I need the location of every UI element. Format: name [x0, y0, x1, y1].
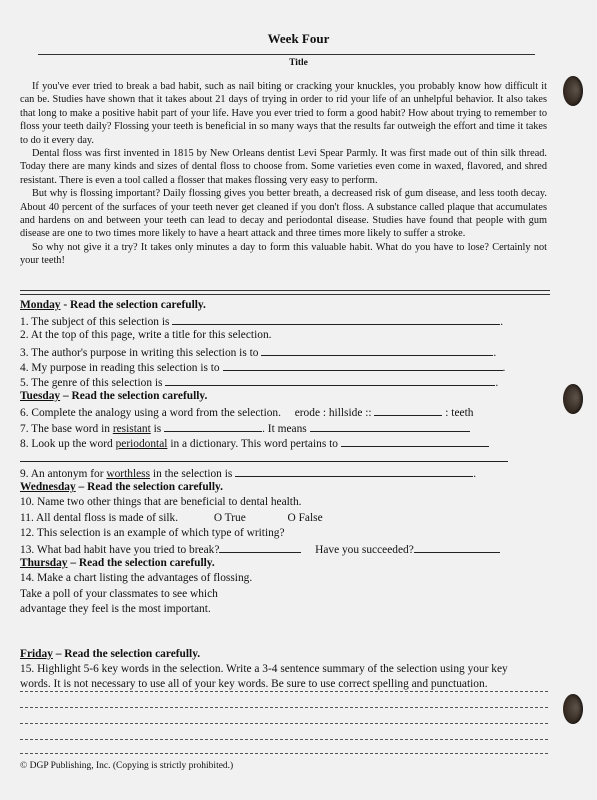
vocab-word: worthless — [106, 468, 151, 481]
friday-instruction: – Read the selection carefully. — [52, 647, 201, 660]
friday-heading — [20, 647, 550, 662]
question-15-line — [20, 662, 550, 677]
summary-line[interactable] — [20, 707, 548, 708]
question-8 — [20, 435, 550, 450]
question-7-text: 7. The base word in — [20, 422, 110, 435]
question-14-text: 14. Make a chart listing the advantages of flossing. — [20, 572, 253, 585]
analogy-end: : teeth — [445, 407, 474, 420]
option-true[interactable]: O True — [213, 511, 246, 524]
period: . — [473, 468, 477, 481]
answer-blank[interactable] — [414, 541, 500, 553]
question-4 — [20, 359, 550, 374]
summary-line[interactable] — [20, 739, 548, 740]
monday-label: Monday — [20, 299, 61, 311]
passage-paragraph: So why not give it a try? It takes only minutes a day to form this valuable habit. What do you have to lose? Certainly not your teeth! — [20, 241, 547, 267]
question-3 — [20, 344, 550, 359]
question-4-text: 4. My purpose in reading this selection is to — [20, 361, 220, 374]
passage-paragraph: If you've ever tried to break a bad habit, such as nail biting or cracking your knuckles, you probably know how difficult it can be. Studies have shown that it takes about 21 days of trying in order to rid your life of an unhelpful behavior. It also takes that long to make a positive habit part of your life. Have you ever tried to form a good habit? How about trying to remember to floss your teeth daily? Flossing your teeth is beneficial in so many ways that the results far outweigh the effort and time it takes to do it every day. — [20, 81, 547, 146]
summary-line[interactable] — [20, 723, 548, 724]
question-13-text: 13. What bad habit have you tried to break? — [20, 544, 220, 556]
wednesday-instruction: – Read the selection carefully. — [75, 481, 223, 494]
binder-hole — [563, 694, 583, 724]
vocab-word: periodontal — [115, 437, 168, 450]
answer-blank[interactable] — [219, 541, 301, 553]
tuesday-instruction: – Read the selection carefully. — [60, 390, 208, 403]
period: . — [493, 346, 497, 359]
answer-blank[interactable] — [374, 404, 442, 416]
answer-blank[interactable] — [261, 344, 493, 356]
question-11-text: 11. All dental floss is made of silk. — [20, 511, 179, 524]
chart-space[interactable] — [20, 617, 550, 647]
summary-line[interactable] — [20, 753, 548, 754]
period: . — [495, 376, 499, 389]
question-8-text: 8. Look up the word — [20, 437, 113, 450]
answer-blank[interactable] — [165, 374, 495, 386]
question-11 — [20, 511, 550, 526]
wednesday-heading — [20, 480, 550, 495]
question-15-text: 15. Highlight 5-6 key words in the selection. Write a 3-4 sentence summary of the selection using your key — [20, 663, 508, 676]
question-12-text: 12. This selection is an example of which type of writing? — [20, 526, 285, 539]
answer-blank[interactable] — [310, 420, 470, 432]
thursday-instruction: – Read the selection carefully. — [67, 557, 215, 570]
summary-line[interactable] — [20, 691, 548, 692]
wednesday-label: Wednesday — [20, 481, 76, 494]
question-14-line — [20, 587, 550, 602]
answer-blank[interactable] — [341, 435, 489, 447]
question-9-text-b: in the selection is — [152, 468, 233, 481]
question-2 — [20, 328, 550, 343]
question-8-text-b: in a dictionary. This word pertains to — [170, 437, 338, 450]
reading-passage — [20, 80, 547, 268]
answer-line[interactable] — [20, 450, 508, 462]
question-6 — [20, 404, 550, 419]
passage-paragraph: Dental floss was first invented in 1815 by New Orleans dentist Levi Spear Parmly. It was first made out of thin silk thread. Today there are many kinds and sizes of dental floss to choose from. Some varieties even come in waxed, flavored, and shred resistant. There is even a tool called a flosser that makes flossing very easy to perform. — [20, 148, 547, 186]
answer-blank[interactable] — [235, 465, 473, 477]
question-13-text-b: Have you succeeded? — [315, 544, 414, 556]
question-7-is: is — [153, 422, 162, 435]
page-title: Week Four — [267, 31, 330, 46]
question-5-text: 5. The genre of this selection is — [20, 376, 163, 389]
question-12 — [20, 526, 550, 541]
title-caption: Title — [289, 58, 308, 68]
period: . — [500, 316, 504, 329]
binder-hole — [563, 384, 583, 414]
question-14-text: Take a poll of your classmates to see which — [20, 587, 218, 600]
question-7 — [20, 420, 550, 435]
question-15-text: words. It is not necessary to use all of your key words. Be sure to use correct spelling and punctuation. — [20, 678, 488, 691]
question-10-text: 10. Name two other things that are beneficial to dental health. — [20, 496, 302, 509]
question-7-means: . It means — [262, 422, 307, 435]
tuesday-label: Tuesday — [20, 390, 61, 403]
monday-heading — [20, 298, 550, 313]
option-false[interactable]: O False — [287, 511, 323, 524]
answer-blank[interactable] — [164, 420, 262, 432]
question-1 — [20, 313, 550, 328]
section-divider — [20, 290, 550, 295]
vocab-word: resistant — [112, 422, 151, 435]
answer-blank[interactable] — [172, 313, 500, 325]
question-2-text: 2. At the top of this page, write a title for this selection. — [20, 329, 272, 342]
binder-hole — [563, 76, 583, 106]
question-5 — [20, 374, 550, 389]
monday-instruction: - Read the selection carefully. — [60, 299, 206, 311]
thursday-label: Thursday — [20, 557, 68, 570]
question-14-line — [20, 602, 550, 617]
analogy-text: erode : hillside :: — [294, 407, 372, 420]
answer-blank[interactable] — [223, 359, 503, 371]
question-6-text: 6. Complete the analogy using a word from the selection. — [20, 407, 281, 420]
passage-paragraph: But why is flossing important? Daily flossing gives you better breath, a decreased risk of gum disease, and less tooth decay. About 40 percent of the surfaces of your teeth never get cleaned if you don't floss. A substance called plaque that accumulates and hardens on and between your teeth can lead to decay and periodontal disease. Studies have found that people with gum disease are one to two times more likely to have a heart attack and three times more likely to suffer a stroke. — [20, 188, 547, 240]
question-8-continuation — [20, 450, 550, 465]
question-14-line — [20, 571, 550, 586]
copyright-footer: © DGP Publishing, Inc. (Copying is strictly prohibited.) — [20, 761, 234, 771]
question-9-text: 9. An antonym for — [20, 468, 104, 481]
tuesday-heading — [20, 389, 550, 404]
question-13 — [20, 541, 550, 556]
friday-label: Friday — [20, 647, 53, 660]
question-14-text: advantage they feel is the most important. — [20, 602, 211, 615]
title-write-line[interactable] — [38, 54, 535, 55]
question-9 — [20, 465, 550, 480]
thursday-heading — [20, 556, 550, 571]
question-3-text: 3. The author's purpose in writing this selection is to — [20, 346, 259, 359]
question-1-text: 1. The subject of this selection is — [20, 316, 170, 329]
question-10 — [20, 495, 550, 510]
question-section — [20, 298, 550, 693]
period: . — [502, 361, 506, 374]
